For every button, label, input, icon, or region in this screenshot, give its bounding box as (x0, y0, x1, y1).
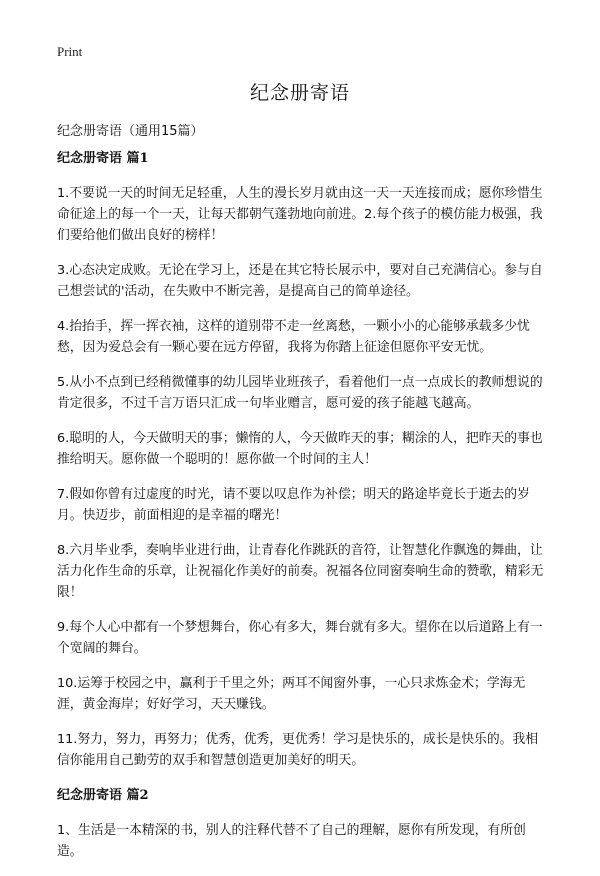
paragraph: 1.不要说一天的时间无足轻重，人生的漫长岁月就由这一天一天连接而成；愿你珍惜生命征途上的每一个一天，让每天都朝气蓬勃地向前进。2.每个孩子的模仿能力极强，我们要给他们做出良好的榜样！ (57, 186, 543, 243)
paragraph: 3.心态决定成败。无论在学习上，还是在其它特长展示中，要对自己充满信心。参与自己想尝试的'活动，在失败中不断完善，是提高自己的简单途径。 (57, 263, 543, 299)
section-heading: 纪念册寄语 篇1 (57, 151, 149, 166)
paragraph: 1、生活是一本精深的书，别人的注释代替不了自己的理解，愿你有所发现，有所创造。 (57, 823, 526, 859)
paragraph: 4.抬抬手，挥一挥衣袖，这样的道别带不走一丝离愁，一颗小小的心能够承载多少忧愁，因为爱总会有一颗心要在远方停留，我将为你踏上征途但愿你平安无忧。 (57, 319, 530, 355)
paragraph: 6.聪明的人，今天做明天的事；懒惰的人，今天做昨天的事；糊涂的人，把昨天的事也推给明天。愿你做一个聪明的！愿你做一个时间的主人！ (57, 431, 543, 467)
section-1 (57, 150, 547, 771)
paragraph: 8.六月毕业季，奏响毕业进行曲，让青春化作跳跃的音符，让智慧化作飘逸的舞曲，让活力化作生命的乐章，让祝福化作美好的前奏。祝福各位同窗奏响生命的赞歌，精彩无限！ (57, 543, 544, 600)
section-2 (57, 787, 547, 862)
paragraph: 5.从小不点到已经稍微懂事的幼儿园毕业班孩子，看着他们一点一点成长的教师想说的肯定很多，不过千言万语只汇成一句毕业赠言，愿可爱的孩子能越飞越高。 (57, 375, 543, 411)
section-heading: 纪念册寄语 篇2 (57, 788, 149, 803)
print-label[interactable]: Print (57, 44, 83, 59)
paragraph: 10.运筹于校园之中，赢利于千里之外；两耳不闻窗外事，一心只求炼金术；学海无涯，黄金海岸；好好学习，天天赚钱。 (57, 676, 526, 712)
paragraph: 7.假如你曾有过虚度的时光，请不要以叹息作为补偿；明天的路途毕竟长于逝去的岁月。快迈步，前面相迎的是幸福的曙光！ (57, 487, 530, 523)
document-content (57, 150, 547, 876)
paragraph: 11.努力，努力，再努力；优秀，优秀，更优秀！学习是快乐的，成长是快乐的。我相信你能用自己勤劳的双手和智慧创造更加美好的明天。 (57, 732, 539, 768)
page-title: 纪念册寄语 (249, 82, 350, 104)
paragraph: 9.每个人心中都有一个梦想舞台，你心有多大，舞台就有多大。望你在以后道路上有一个宽阔的舞台。 (57, 620, 543, 656)
document-subtitle: 纪念册寄语（通用15篇） (57, 124, 204, 139)
